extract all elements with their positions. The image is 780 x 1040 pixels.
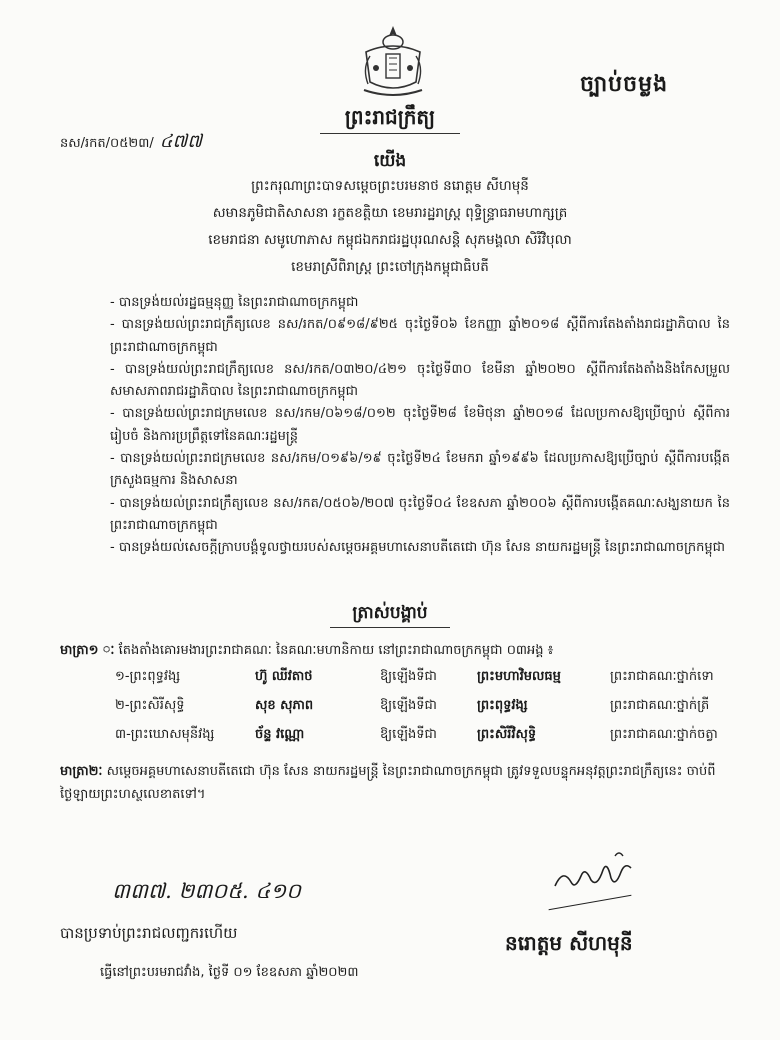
intro-line-1: ព្រះករុណាព្រះបាទសម្តេចព្រះបរមនាថ នរោត្តម សីហមុនី [251, 178, 529, 194]
consideration-item: - បានទ្រង់យល់ព្រះរាជក្រឹត្យលេខ នស/រកត/០៣២០/៤២១ ចុះថ្ងៃទី៣០ ខែមីនា ឆ្នាំ២០២០ ស្តីពីការតែងតាំងនិងកែសម្រួលសមាសភាពរាជរដ្ឋាភិបាល នៃព្រះរាជាណាចក្រកម្ពុជា [110, 361, 730, 400]
decree-heading: ត្រាស់បង្គាប់ [352, 603, 428, 623]
place-and-date: ធ្វើនៅព្រះបរមរាជវាំង, ថ្ងៃទី ០១ ខែឧសភា ឆ្នាំ២០២៣ [100, 965, 359, 980]
rank: ព្រះរាជាគណៈថ្នាក់ចត្វា [610, 727, 718, 742]
consideration-item: - បានទ្រង់យល់ព្រះរាជក្រឹត្យលេខ នស/រកត/០៩១៨/៩២៥ ចុះថ្ងៃទី០៦ ខែកញ្ញា ឆ្នាំ២០១៨ ស្តីពីការតែងតាំងរាជរដ្ឋាភិបាល នៃព្រះរាជាណាចក្រកម្ពុជា [110, 317, 730, 355]
copy-stamp: ច្បាប់ចម្លង [580, 72, 669, 97]
article-1-label: មាត្រា១ ៈ [60, 643, 115, 658]
royal-signature [545, 848, 645, 898]
new-title: ព្រះសិរីវិសុទ្ធិ [477, 727, 537, 742]
royal-coat-of-arms-seal [356, 22, 430, 104]
sealed-note: បានប្រទាប់ព្រះរាជលញ្ជករហើយ [60, 924, 238, 942]
consideration-item: - បានទ្រង់យល់សេចក្តីក្រាបបង្គំទូលថ្វាយរបស់សម្តេចអគ្គមហាសេនាបតីតេជោ ហ៊ុន សែន នាយករដ្ឋមន្ត្រី នៃព្រះរាជាណាចក្រកម្ពុជា [110, 540, 726, 556]
consideration-item: - បានទ្រង់យល់ព្រះរាជក្រឹត្យលេខ នស/រកត/០៥០៦/២០៧ ចុះថ្ងៃទី០៤ ខែឧសភា ឆ្នាំ២០០៦ ស្តីពីការបង្កើតគណៈសង្ឃនាយក នៃព្រះរាជាណាចក្រកម្ពុជា [110, 495, 730, 533]
appointments-table [115, 668, 755, 755]
intro-line-2: សមានភូមិជាតិសាសនា រក្ខតខត្តិយា ខេមរារដ្ឋរាស្ត្រ ពុទ្ធិន្ទ្រាធរាមហាក្សត្រ [212, 205, 568, 221]
article-1 [60, 640, 740, 662]
appointment-row [115, 668, 755, 697]
consideration-item: - បានទ្រង់យល់រដ្ឋធម្មនុញ្ញ នៃព្រះរាជាណាចក្រកម្ពុជា [110, 295, 359, 310]
decree-divider [330, 627, 450, 628]
promotion-phrase: ឱ្យឡើងទីជា [380, 727, 437, 742]
rank: ព្រះរាជាគណៈថ្នាក់ទោ [610, 669, 714, 684]
title-divider [320, 133, 460, 134]
yeung-heading: យើង [373, 151, 407, 171]
document-title: ព្រះរាជក្រឹត្យ [344, 105, 436, 129]
current-title: ១-ព្រះពុទ្ធវង្ស [115, 669, 181, 684]
current-title: ៣-ព្រះឃោសមុនីវង្ស [115, 727, 215, 742]
promotion-phrase: ឱ្យឡើងទីជា [380, 698, 437, 713]
current-title: ២-ព្រះសិរីសុទ្ធិ [115, 698, 185, 713]
promotion-phrase: ឱ្យឡើងទីជា [380, 669, 437, 684]
reference-code: នស/រកត/០៥២៣/ [60, 136, 154, 151]
monk-name: សុខ សុភាព [255, 698, 314, 713]
consideration-item: - បានទ្រង់យល់ព្រះរាជក្រមលេខ នស/រកម/០៦១៨/០១២ ចុះថ្ងៃទី២៨ ខែមិថុនា ឆ្នាំ២០១៨ ដែលប្រកាសឱ្យប្រើច្បាប់ ស្តីពីការរៀបចំ និងការប្រព្រឹត្តទៅនៃគណៈរដ្ឋមន្ត្រី [110, 406, 730, 444]
new-title: ព្រះពុទ្ធវង្ស [477, 698, 528, 713]
new-title: ព្រះមហាវិមលធម្ម [477, 669, 561, 684]
monk-name: ច័ន្ទ វណ្ណោ [255, 727, 305, 742]
appointment-row [115, 697, 755, 726]
signatory-name: នរោត្តម សីហមុនី [505, 931, 633, 955]
appointment-row [115, 726, 755, 755]
intro-line-4: ខេមរាស្រីពិរាស្ត្រ ព្រះចៅក្រុងកម្ពុជាធិបតី [291, 259, 489, 275]
article-2-text: សម្តេចអគ្គមហាសេនាបតីតេជោ ហ៊ុន សែន នាយករដ្ឋមន្ត្រី នៃព្រះរាជាណាចក្រកម្ពុជា ត្រូវទទួលបន្ទុកអនុវត្តព្រះរាជក្រឹត្យនេះ ចាប់ពីថ្ងៃឡាយព្រះហស្ថលេខាតទៅ។ [60, 764, 716, 802]
considerations-list [110, 292, 730, 560]
monk-name: ហ៊ូ ឈីវតាថ [255, 669, 313, 684]
article-2-label: មាត្រា២ៈ [60, 764, 103, 779]
article-1-text: តែងតាំងគោរមងារព្រះរាជាគណៈ នៃគណៈមហានិកាយ នៅព្រះរាជាណាចក្រកម្ពុជា ០៣អង្គ ៖ [118, 643, 554, 658]
rank: ព្រះរាជាគណៈថ្នាក់ត្រី [610, 698, 710, 713]
consideration-item: - បានទ្រង់យល់ព្រះរាជក្រមលេខ នស/រកម/០១៩៦/១៩ ចុះថ្ងៃទី២៤ ខែមករា ឆ្នាំ១៩៩៦ ដែលប្រកាសឱ្យប្រើច្បាប់ ស្តីពីការបង្កើតក្រសួងធម្មការ និងសាសនា [110, 451, 730, 489]
intro-line-3: ខេមរាជនា សមូហោភាស កម្ពុជឯករាជរដ្ឋបុរណសន្តិ សុភមង្គលា សិរីវិបុលា [208, 232, 572, 248]
reference-handwritten: ៤៧៧ [159, 131, 203, 152]
handwritten-registration: ៣៣៧. ២៣០៥. ៤១០ [112, 879, 302, 903]
article-2 [60, 760, 740, 806]
